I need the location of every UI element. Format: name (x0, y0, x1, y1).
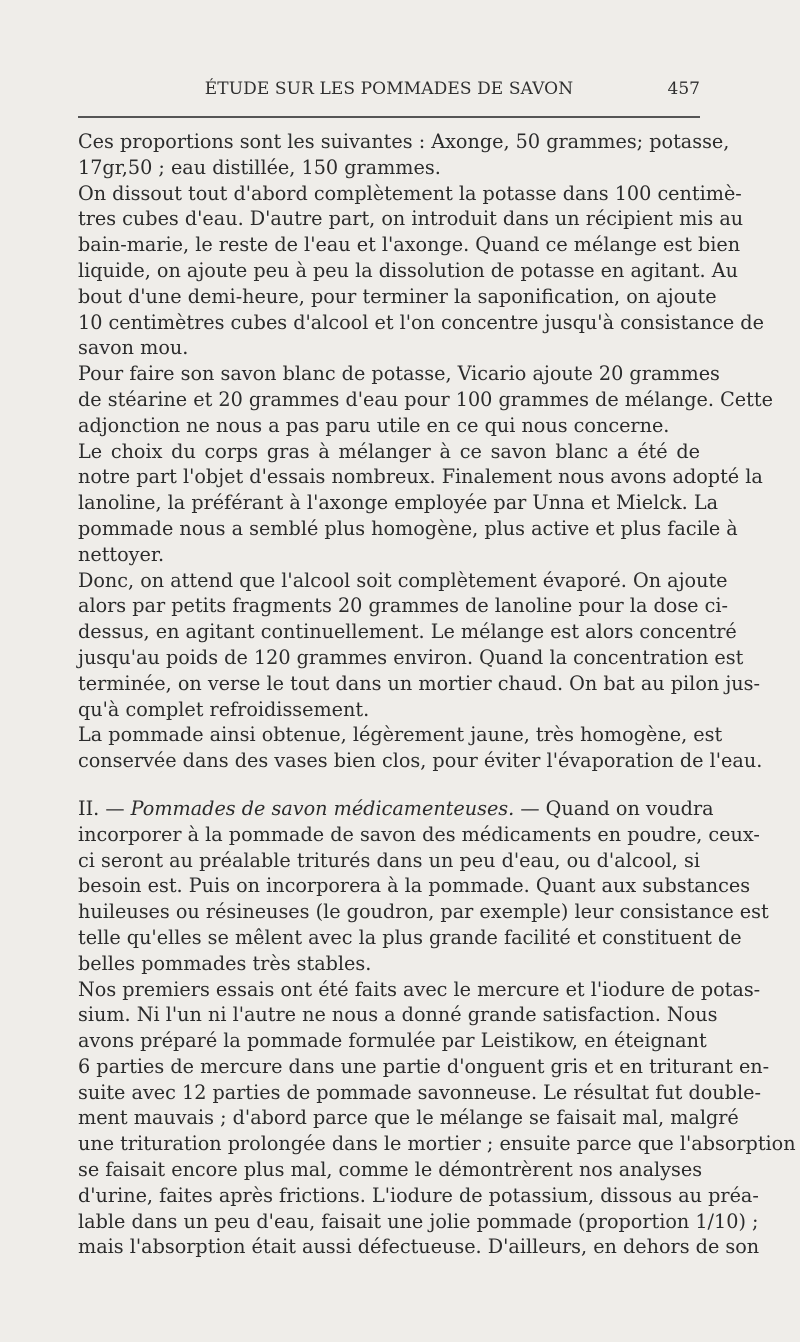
text-line: conservée dans des vases bien clos, pour éviter l'évaporation de l'eau. (78, 749, 763, 773)
text-line: 6 parties de mercure dans une partie d'onguent gris et en triturant en- (78, 1054, 770, 1078)
text-line: La pommade ainsi obtenue, légèrement jaune, très homogène, est (78, 723, 723, 747)
text-line: Nos premiers essais ont été faits avec le mercure et l'iodure de potas- (78, 977, 761, 1001)
text-line: adjonction ne nous a pas paru utile en ce qui nous concerne. (78, 413, 670, 437)
text-line: lable dans un peu d'eau, faisait une jolie pommade (proportion 1/10) ; (78, 1209, 759, 1233)
section-lead: — Quand on voudra (520, 796, 714, 820)
text-line: suite avec 12 parties de pommade savonneuse. Le résultat fut double- (78, 1080, 761, 1104)
text-line: bain-marie, le reste de l'eau et l'axonge. Quand ce mélange est bien (78, 233, 741, 257)
text-line: savon mou. (78, 336, 189, 360)
page-header (78, 78, 700, 104)
text-line: huileuses ou résineuses (le goudron, par exemple) leur consistance est (78, 900, 769, 924)
text-line: avons préparé la pommade formulée par Leistikow, en éteignant (78, 1029, 707, 1053)
text-line: Le choix du corps gras à mélanger à ce savon blanc a été de (78, 439, 700, 463)
text-line: une trituration prolongée dans le mortier ; ensuite parce que l'absorption (78, 1132, 796, 1156)
text-line: dessus, en agitant continuellement. Le mélange est alors concentré (78, 620, 737, 644)
text-line: besoin est. Puis on incorporera à la pommade. Quant aux substances (78, 874, 751, 898)
page-number: 457 (667, 79, 700, 99)
header-rule (78, 116, 700, 118)
text-line: terminée, on verse le tout dans un mortier chaud. On bat au pilon jus- (78, 671, 760, 695)
text-line: incorporer à la pommade de savon des médicaments en poudre, ceux- (78, 822, 760, 846)
section-numeral: II. — (78, 796, 125, 820)
running-head: ÉTUDE SUR LES POMMADES DE SAVON (204, 79, 574, 99)
text-line: nettoyer. (78, 542, 165, 566)
text-line: 10 centimètres cubes d'alcool et l'on concentre jusqu'à consistance de (78, 310, 764, 334)
text-line: de stéarine et 20 grammes d'eau pour 100 grammes de mélange. Cette (78, 387, 773, 411)
text-line: alors par petits fragments 20 grammes de lanoline pour la dose ci- (78, 594, 728, 618)
text-line: qu'à complet refroidissement. (78, 697, 370, 721)
text-line: pommade nous a semblé plus homogène, plus active et plus facile à (78, 516, 738, 540)
text-line: mais l'absorption était aussi défectueuse. D'ailleurs, en dehors de son (78, 1235, 760, 1259)
text-line: jusqu'au poids de 120 grammes environ. Quand la concentration est (78, 645, 744, 669)
text-line: notre part l'objet d'essais nombreux. Finalement nous avons adopté la (78, 465, 763, 489)
section-title: Pommades de savon médicamenteuses. (130, 796, 515, 820)
body-text (78, 129, 796, 1260)
text-line: Donc, on attend que l'alcool soit complètement évaporé. On ajoute (78, 568, 728, 592)
text-line: tres cubes d'eau. D'autre part, on introduit dans un récipient mis au (78, 207, 744, 231)
text-line: 17gr,50 ; eau distillée, 150 grammes. (78, 155, 441, 179)
text-line: se faisait encore plus mal, comme le démontrèrent nos analyses (78, 1158, 703, 1182)
text-line: liquide, on ajoute peu à peu la dissolution de potasse en agitant. Au (78, 258, 738, 282)
text-line: lanoline, la préférant à l'axonge employée par Unna et Mielck. La (78, 491, 719, 515)
text-line: sium. Ni l'un ni l'autre ne nous a donné grande satisfaction. Nous (78, 1003, 718, 1027)
text-line: d'urine, faites après frictions. L'iodure de potassium, dissous au préa- (78, 1183, 759, 1207)
text-line: ment mauvais ; d'abord parce que le mélange se faisait mal, malgré (78, 1106, 739, 1130)
text-line: telle qu'elles se mêlent avec la plus grande facilité et constituent de (78, 925, 742, 949)
text-line: Ces proportions sont les suivantes : Axonge, 50 grammes; potasse, (78, 130, 730, 153)
section-gap (78, 774, 700, 796)
text-line: On dissout tout d'abord complètement la potasse dans 100 centimè- (78, 181, 742, 205)
section-heading-line (78, 796, 714, 822)
text-line: Pour faire son savon blanc de potasse, Vicario ajoute 20 grammes (78, 362, 720, 386)
text-line: belles pommades très stables. (78, 951, 372, 975)
text-line: ci seront au préalable triturés dans un peu d'eau, ou d'alcool, si (78, 848, 700, 872)
text-line: bout d'une demi-heure, pour terminer la saponification, on ajoute (78, 284, 717, 308)
